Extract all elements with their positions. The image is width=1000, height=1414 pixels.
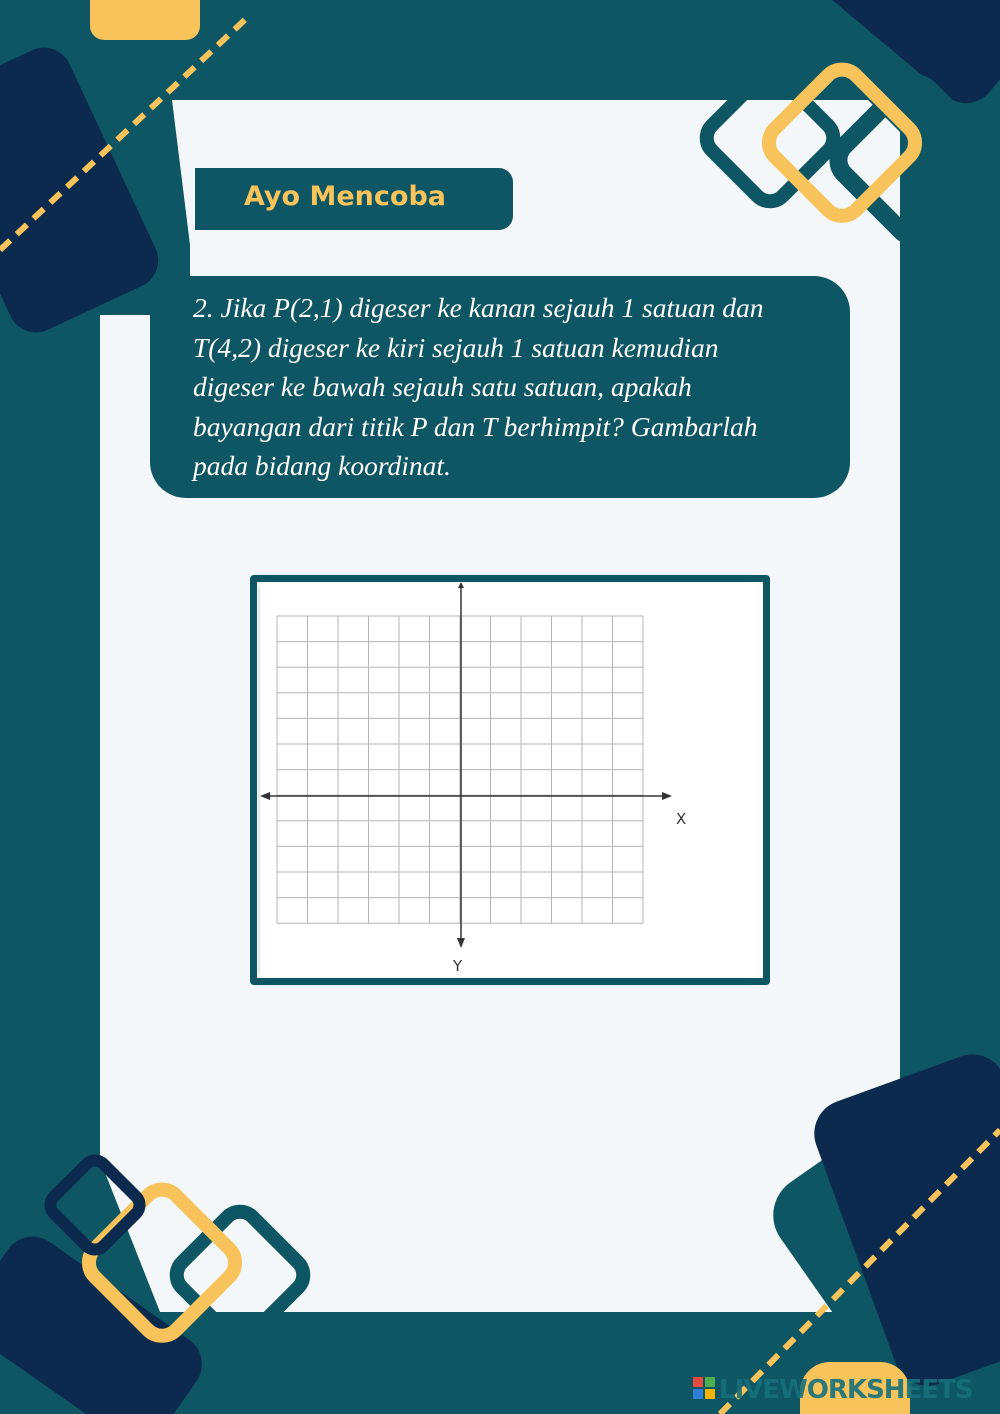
question-text — [193, 288, 810, 486]
question-line: bayangan dari titik P dan T berhimpit? Gambarlah — [193, 410, 758, 442]
y-axis-arrow-down — [457, 938, 465, 948]
question-line: pada bidang koordinat. — [193, 450, 451, 481]
question-line: digeser ke bawah sejauh satu satuan, apakah — [193, 371, 692, 402]
question-line: 2. Jika P(2,1) digeser ke kanan sejauh 1 satuan dan — [193, 292, 764, 323]
x-axis-label: X — [676, 810, 687, 828]
decor-yellow-shape — [90, 0, 200, 40]
question-line: T(4,2) digeser ke kiri sejauh 1 satuan kemudian — [193, 331, 719, 363]
section-title: Ayo Mencoba — [244, 181, 446, 212]
y-axis-label: Y — [453, 957, 463, 975]
coordinate-plane-frame — [250, 575, 770, 985]
watermark-text: LIVEWORKSHEETS — [719, 1375, 973, 1405]
x-axis-arrow-left — [260, 792, 270, 800]
axes — [260, 582, 672, 948]
grid-lines — [277, 616, 643, 923]
question-box — [150, 276, 850, 498]
x-axis-arrow-right — [662, 792, 672, 800]
liveworksheets-logo-icon — [693, 1377, 715, 1399]
section-banner — [195, 168, 513, 230]
y-axis-arrow-up — [458, 582, 464, 588]
coordinate-plane[interactable] — [257, 582, 763, 978]
